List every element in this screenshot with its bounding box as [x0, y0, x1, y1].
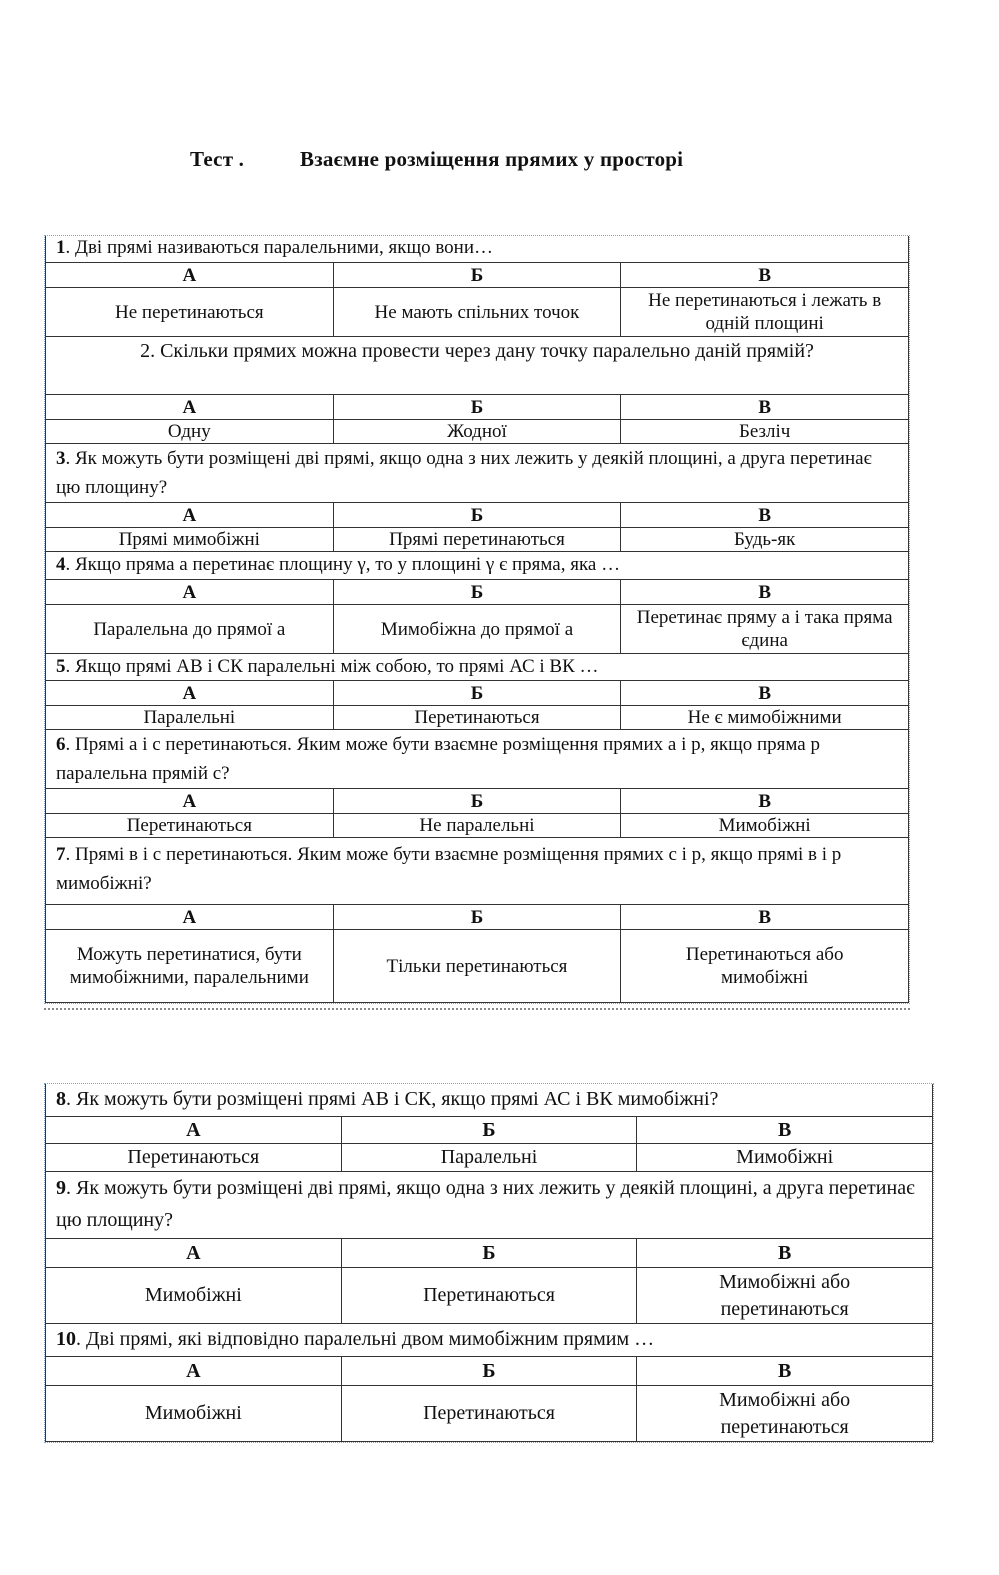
- answer-b: Жодної: [333, 420, 621, 444]
- header-a: А: [46, 1117, 342, 1144]
- question-1: 1. Дві прямі називаються паралельними, якщо вони…: [45, 236, 909, 262]
- answer-b: Перетинаються: [333, 706, 621, 730]
- header-b: Б: [333, 789, 621, 814]
- header-v: В: [621, 395, 909, 420]
- answer-a: Перетинаються: [46, 1144, 342, 1172]
- answer-a: Не перетинаються: [46, 288, 334, 337]
- answers-table-10: [45, 1356, 933, 1442]
- header-b: Б: [333, 503, 621, 528]
- answer-a: Можуть перетинатися, бути мимобіжними, паралельними: [46, 930, 334, 1003]
- answer-a: Прямі мимобіжні: [46, 528, 334, 552]
- header-b: Б: [341, 1239, 637, 1268]
- answer-b: Мимобіжна до прямої a: [333, 605, 621, 654]
- answer-v: Перетинаються або мимобіжні: [621, 930, 909, 1003]
- answers-table-5: [45, 680, 909, 730]
- header-v: В: [637, 1357, 933, 1386]
- test-block-2: [44, 1083, 934, 1443]
- answers-table-2: [45, 394, 909, 444]
- answer-b: Перетинаються: [341, 1268, 637, 1324]
- header-a: А: [46, 503, 334, 528]
- header-b: Б: [341, 1117, 637, 1144]
- answer-b: Перетинаються: [341, 1386, 637, 1442]
- header-b: Б: [333, 263, 621, 288]
- answer-v: Мимобіжні: [621, 814, 909, 838]
- question-5: 5. Якщо прямі АВ і СК паралельні між собою, то прямі АС і ВК …: [45, 654, 909, 680]
- header-a: А: [46, 681, 334, 706]
- header-b: Б: [333, 395, 621, 420]
- answer-a: Мимобіжні: [46, 1386, 342, 1442]
- answers-table-8: [45, 1116, 933, 1172]
- answer-v: Не перетинаються і лежать в одній площині: [621, 288, 909, 337]
- answer-a: Паралельні: [46, 706, 334, 730]
- question-8: 8. Як можуть бути розміщені прямі АВ і СК, якщо прямі АС і ВК мимобіжні?: [45, 1084, 933, 1116]
- answer-v: Безліч: [621, 420, 909, 444]
- answers-table-7: [45, 904, 909, 1003]
- answer-a: Паралельна до прямої a: [46, 605, 334, 654]
- header-a: А: [46, 789, 334, 814]
- answer-v: Мимобіжні або перетинаються: [637, 1386, 933, 1442]
- header-v: В: [637, 1117, 933, 1144]
- header-a: А: [46, 905, 334, 930]
- answers-table-9: [45, 1238, 933, 1324]
- answers-table-3: [45, 502, 909, 552]
- header-b: Б: [333, 580, 621, 605]
- answer-b: Не мають спільних точок: [333, 288, 621, 337]
- header-b: Б: [341, 1357, 637, 1386]
- answer-a: Перетинаються: [46, 814, 334, 838]
- answer-a: Мимобіжні: [46, 1268, 342, 1324]
- answer-b: Тільки перетинаються: [333, 930, 621, 1003]
- header-v: В: [621, 580, 909, 605]
- header-a: А: [46, 263, 334, 288]
- question-7: 7. Прямі в і c перетинаються. Яким може бути взаємне розміщення прямих c і p, якщо прямі в і p мимобіжні?: [45, 838, 909, 904]
- header-v: В: [621, 263, 909, 288]
- test-block-1: [44, 235, 910, 1004]
- question-3: 3. Як можуть бути розміщені дві прямі, якщо одна з них лежить у деякій площині, а друга перетинає цю площину?: [45, 444, 909, 502]
- header-b: Б: [333, 905, 621, 930]
- answer-v: Мимобіжні: [637, 1144, 933, 1172]
- answers-table-1: [45, 262, 909, 337]
- header-a: А: [46, 1357, 342, 1386]
- title-label: Тест .: [190, 147, 245, 171]
- header-b: Б: [333, 681, 621, 706]
- answer-v: Не є мимобіжними: [621, 706, 909, 730]
- answer-v: Перетинає пряму a і така пряма єдина: [621, 605, 909, 654]
- answer-b: Прямі перетинаються: [333, 528, 621, 552]
- answer-a: Одну: [46, 420, 334, 444]
- answers-table-6: [45, 788, 909, 838]
- question-9: 9. Як можуть бути розміщені дві прямі, якщо одна з них лежить у деякій площині, а друга перетинає цю площину?: [45, 1172, 933, 1238]
- header-v: В: [637, 1239, 933, 1268]
- answers-table-4: [45, 579, 909, 654]
- header-a: А: [46, 580, 334, 605]
- header-v: В: [621, 789, 909, 814]
- answer-b: Паралельні: [341, 1144, 637, 1172]
- header-a: А: [46, 395, 334, 420]
- question-10: 10. Дві прямі, які відповідно паралельні двом мимобіжним прямим …: [45, 1324, 933, 1356]
- header-v: В: [621, 905, 909, 930]
- header-a: А: [46, 1239, 342, 1268]
- answer-v: Будь-як: [621, 528, 909, 552]
- header-v: В: [621, 681, 909, 706]
- answer-b: Не паралельні: [333, 814, 621, 838]
- question-2: 2. Скільки прямих можна провести через дану точку паралельно даній прямій?: [45, 337, 909, 394]
- question-4: 4. Якщо пряма a перетинає площину γ, то у площині γ є пряма, яка …: [45, 552, 909, 579]
- title-topic: Взаємне розміщення прямих у просторі: [300, 147, 684, 171]
- question-6: 6. Прямі a і c перетинаються. Яким може бути взаємне розміщення прямих a і p, якщо пряма p паралельна прямій c?: [45, 730, 909, 788]
- answer-v: Мимобіжні або перетинаються: [637, 1268, 933, 1324]
- header-v: В: [621, 503, 909, 528]
- cut-line: [44, 1008, 910, 1010]
